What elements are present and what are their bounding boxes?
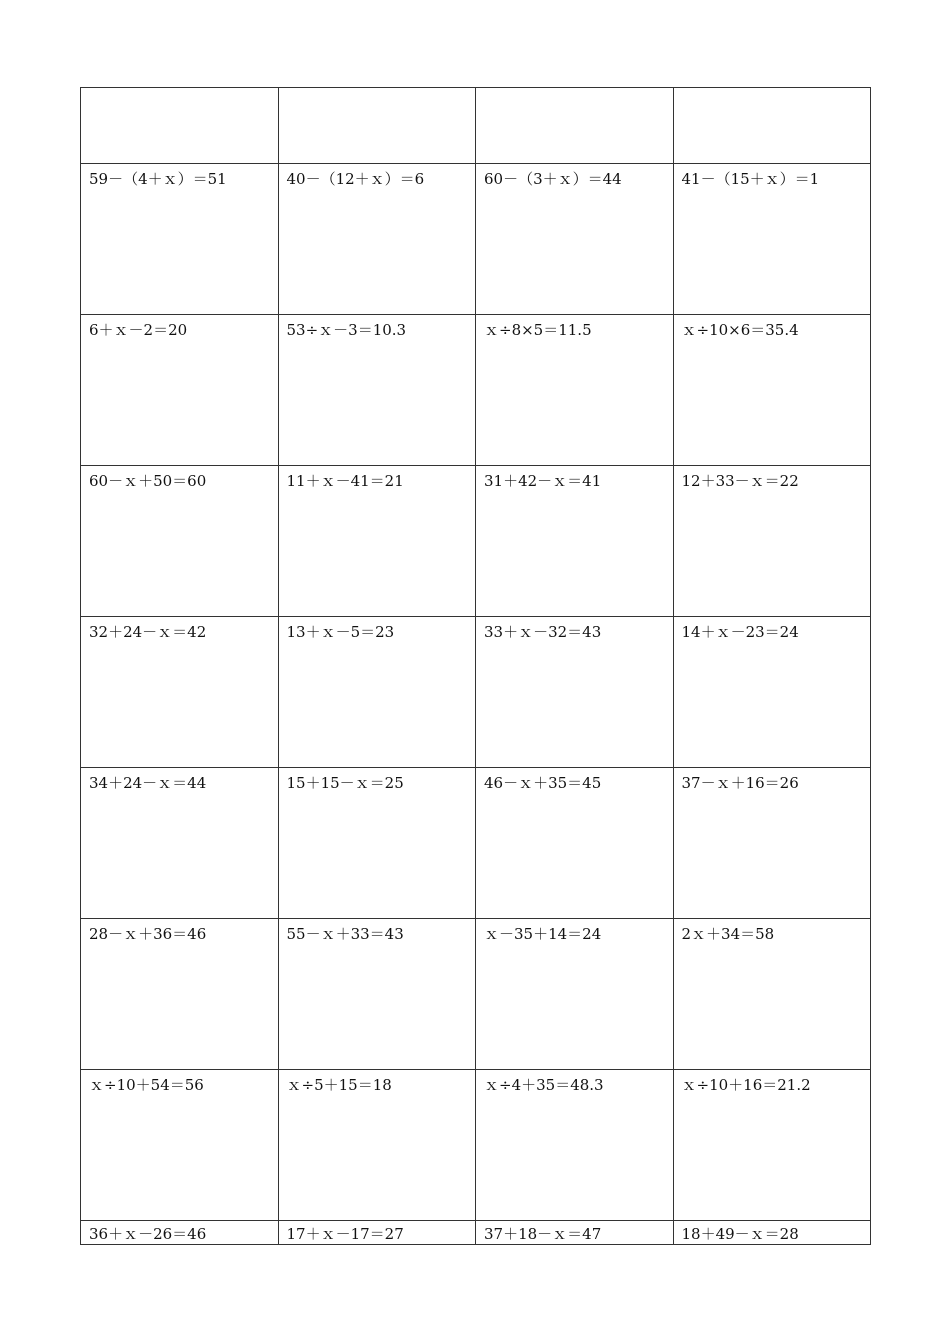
worksheet-body — [81, 88, 871, 1245]
equation-cell — [673, 88, 871, 164]
equation-cell: 13＋ｘ－5＝23 — [278, 617, 476, 768]
equation-cell: 2ｘ＋34＝58 — [673, 919, 871, 1070]
equation-cell: 55－ｘ＋33＝43 — [278, 919, 476, 1070]
equation-worksheet-table — [80, 87, 871, 1245]
equation-cell: ｘ÷5＋15＝18 — [278, 1070, 476, 1221]
equation-cell: 60－（3＋ｘ）＝44 — [476, 164, 674, 315]
table-row — [81, 1070, 871, 1221]
equation-cell: ｘ÷10＋16＝21.2 — [673, 1070, 871, 1221]
equation-cell: 15＋15－ｘ＝25 — [278, 768, 476, 919]
equation-cell: 14＋ｘ－23＝24 — [673, 617, 871, 768]
equation-cell: 46－ｘ＋35＝45 — [476, 768, 674, 919]
table-row — [81, 919, 871, 1070]
equation-cell — [278, 88, 476, 164]
equation-cell: 53÷ｘ－3＝10.3 — [278, 315, 476, 466]
table-row — [81, 315, 871, 466]
equation-cell: 28－ｘ＋36＝46 — [81, 919, 279, 1070]
equation-cell: 12＋33－ｘ＝22 — [673, 466, 871, 617]
equation-cell: 60－ｘ＋50＝60 — [81, 466, 279, 617]
equation-cell: 41－（15＋ｘ）＝1 — [673, 164, 871, 315]
equation-cell: ｘ－35＋14＝24 — [476, 919, 674, 1070]
equation-cell: ｘ÷4＋35＝48.3 — [476, 1070, 674, 1221]
equation-cell: ｘ÷10×6＝35.4 — [673, 315, 871, 466]
equation-cell: 37－ｘ＋16＝26 — [673, 768, 871, 919]
table-row — [81, 88, 871, 164]
table-row — [81, 1221, 871, 1245]
table-row — [81, 617, 871, 768]
equation-cell: 36＋ｘ－26＝46 — [81, 1221, 279, 1245]
table-row — [81, 466, 871, 617]
equation-cell — [81, 88, 279, 164]
equation-cell: 31＋42－ｘ＝41 — [476, 466, 674, 617]
equation-cell: 40－（12＋ｘ）＝6 — [278, 164, 476, 315]
equation-cell: 6＋ｘ－2＝20 — [81, 315, 279, 466]
equation-cell: 59－（4＋ｘ）＝51 — [81, 164, 279, 315]
equation-cell: 17＋ｘ－17＝27 — [278, 1221, 476, 1245]
equation-cell: 37＋18－ｘ＝47 — [476, 1221, 674, 1245]
equation-cell: 11＋ｘ－41＝21 — [278, 466, 476, 617]
equation-cell — [476, 88, 674, 164]
equation-cell: 33＋ｘ－32＝43 — [476, 617, 674, 768]
equation-cell: 32＋24－ｘ＝42 — [81, 617, 279, 768]
equation-cell: 18＋49－ｘ＝28 — [673, 1221, 871, 1245]
equation-cell: 34＋24－ｘ＝44 — [81, 768, 279, 919]
equation-cell: ｘ÷8×5＝11.5 — [476, 315, 674, 466]
table-row — [81, 768, 871, 919]
table-row — [81, 164, 871, 315]
equation-cell: ｘ÷10＋54＝56 — [81, 1070, 279, 1221]
